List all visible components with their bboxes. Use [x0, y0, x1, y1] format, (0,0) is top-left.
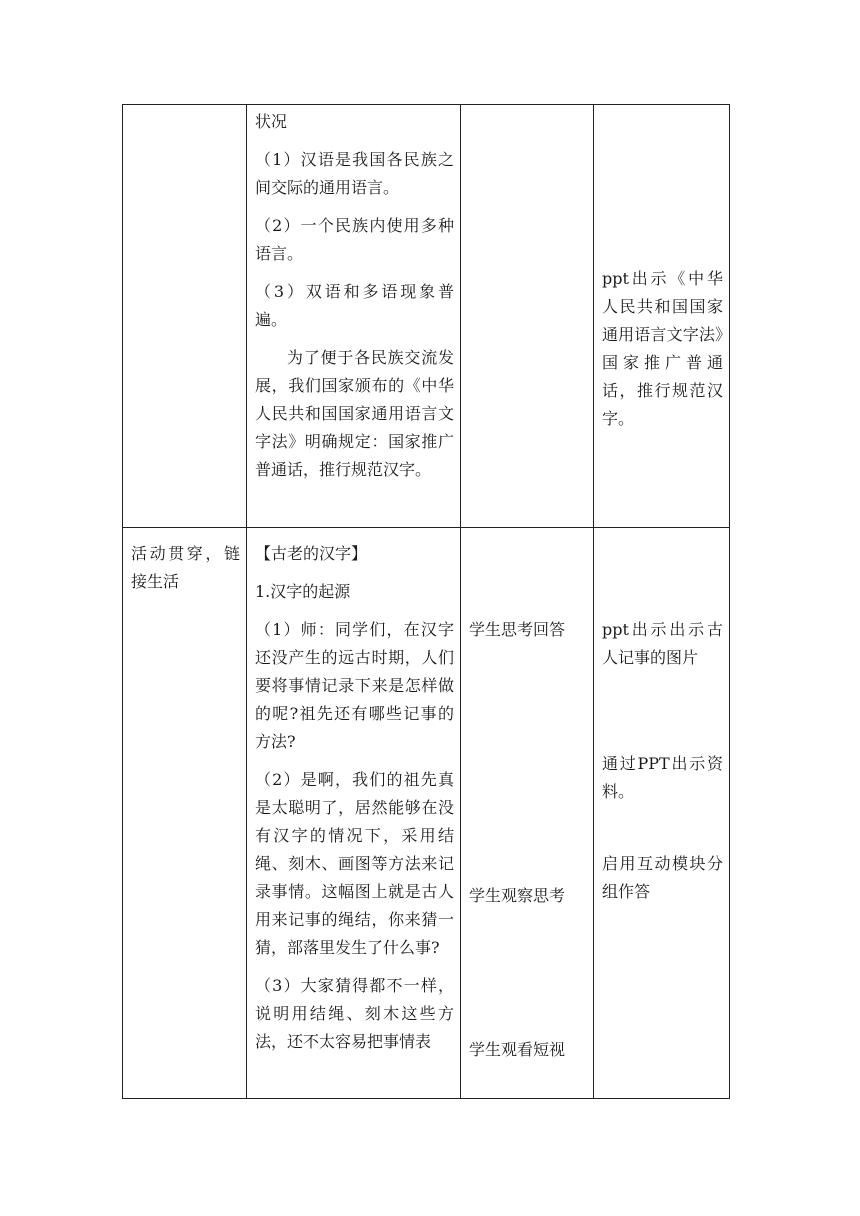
teacher-activity-cell [247, 528, 461, 1099]
paragraph: 为了便于各民族交流发展，我们国家颁布的《中华人民共和国国家通用语言文字法》明确规定：国家推广普通话，推行规范汉字。 [255, 348, 454, 479]
stage-cell [123, 105, 247, 528]
paragraph: （3）大家猜得都不一样，说明用结绳、刻木这些方法，还不太容易把事情表 [255, 976, 454, 1051]
paragraph: （1）汉语是我国各民族之间交际的通用语言。 [255, 150, 454, 197]
stage-cell [123, 528, 247, 1099]
paragraph: （1）师：同学们，在汉字还没产生的远古时期，人们要将事情记录下来是怎样做的呢?祖先还有哪些记事的方法? [255, 620, 454, 751]
paragraph: （2）是啊，我们的祖先真是太聪明了，居然能够在没有汉字的情况下，采用结绳、刻木、画图等方法来记录事情。这幅图上就是古人用来记事的绳结，你来猜一猜，部落里发生了什么事? [255, 770, 454, 957]
student-response: 学生观察思考 [469, 886, 566, 905]
design-intent-cell [594, 105, 730, 528]
design-note: 通过PPT出示资料。 [602, 754, 723, 801]
student-response: 学生观看短视 [469, 1040, 566, 1059]
paragraph: （2）一个民族内使用多种语言。 [255, 216, 454, 263]
paragraph: 1.汉字的起源 [255, 582, 351, 601]
student-activity-cell [461, 105, 594, 528]
paragraph: ppt出示《中华人民共和国国家通用语言文字法》国家推广普通话，推行规范汉字。 [602, 269, 723, 428]
design-note: 启用互动模块分组作答 [602, 854, 723, 901]
paragraph: （3）双语和多语现象普遍。 [255, 282, 454, 329]
teacher-activity-cell [247, 105, 461, 528]
paragraph: 状况 [255, 112, 288, 131]
section-heading: 【古老的汉字】 [255, 544, 368, 563]
student-response: 学生思考回答 [469, 620, 566, 639]
lesson-plan-table [122, 104, 730, 1099]
design-note: ppt出示出示古人记事的图片 [602, 620, 723, 667]
student-activity-cell [461, 528, 594, 1099]
table-row [123, 528, 730, 1099]
design-intent-cell [594, 528, 730, 1099]
table-row [123, 105, 730, 528]
stage-label: 活动贯穿，链接生活 [131, 544, 240, 591]
